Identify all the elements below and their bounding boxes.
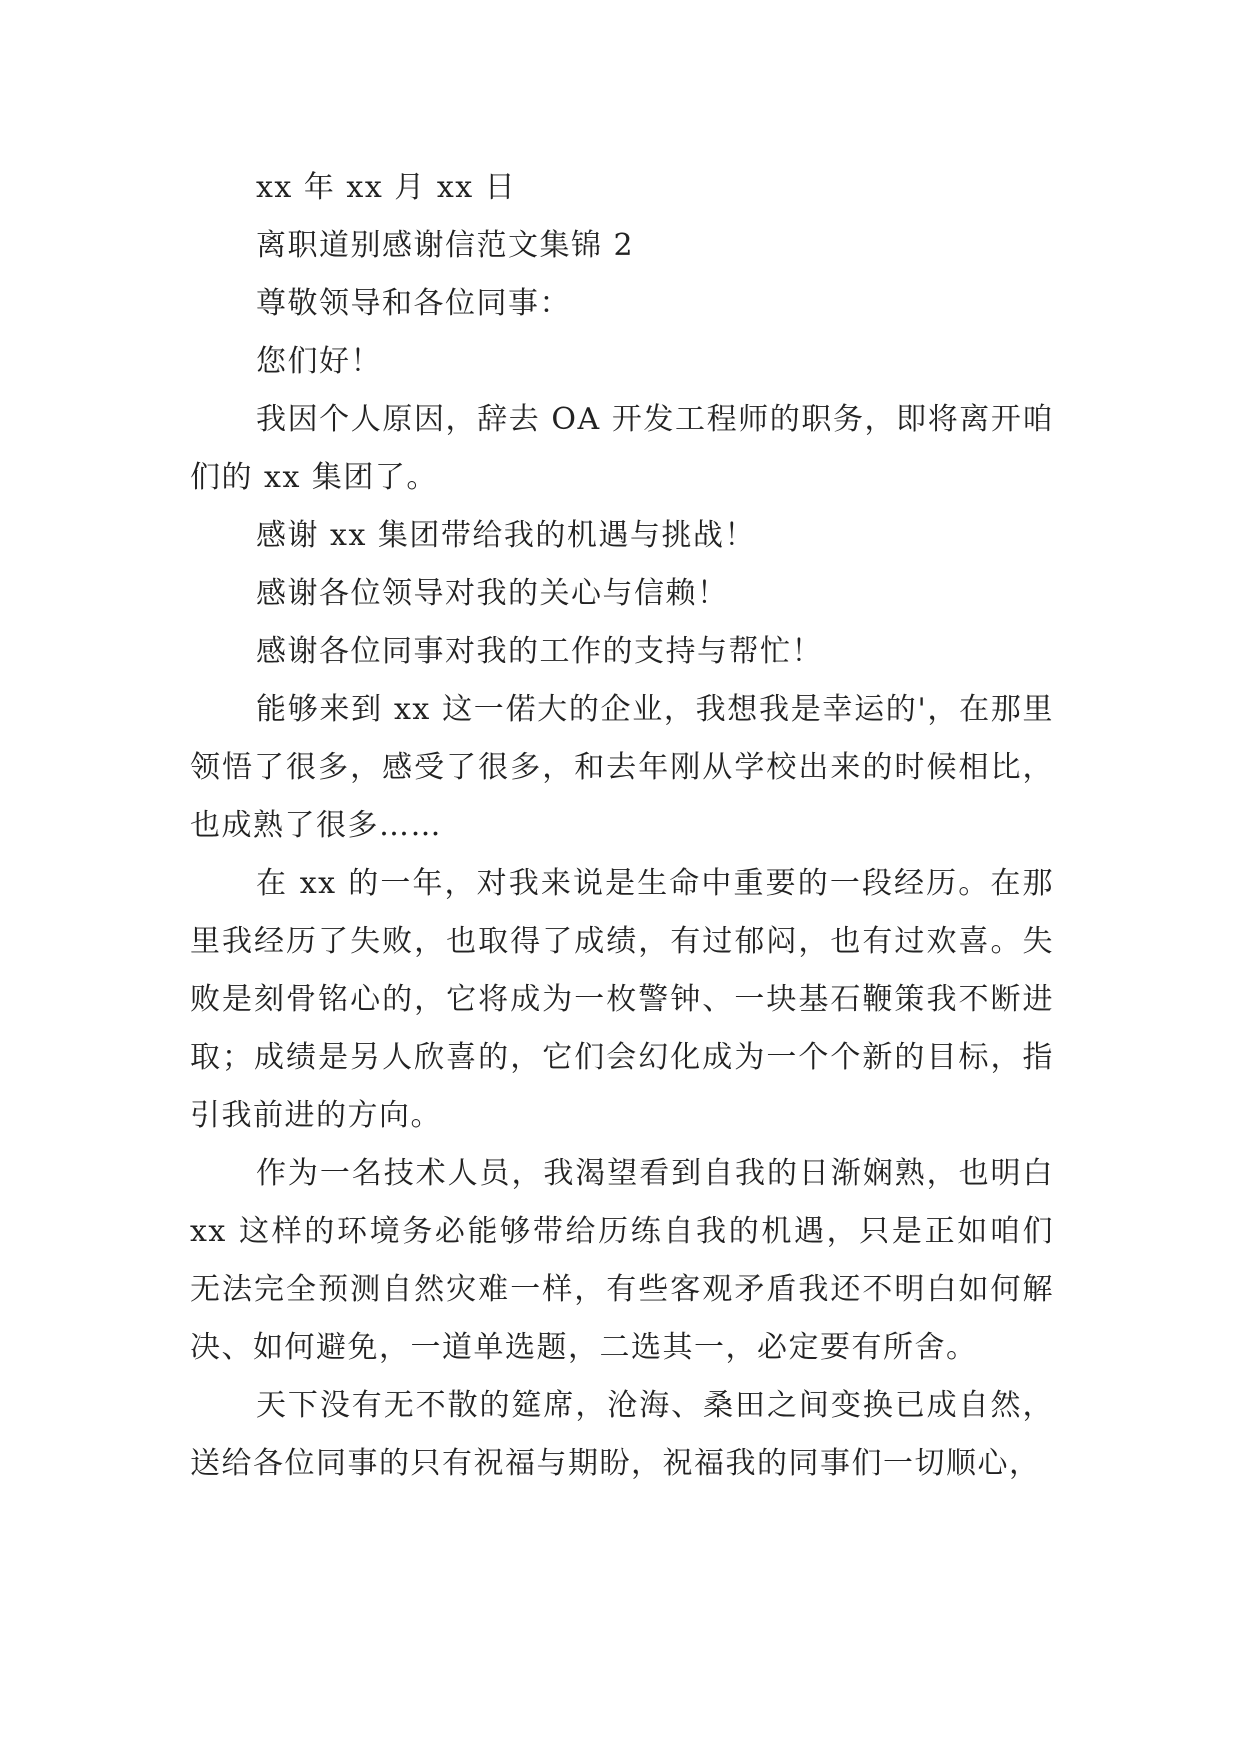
salutation: 尊敬领导和各位同事： [256, 286, 571, 321]
paragraph: 我因个人原因，辞去 OA 开发工程师的职务，即将离开咱们的 xx 集团了。 [190, 402, 1054, 495]
date-line: xx 年 xx 月 xx 日 [256, 170, 517, 205]
paragraph: 作为一名技术人员，我渴望看到自我的日渐娴熟，也明白 xx 这样的环境务必能够带给历练自我的机遇，只是正如咱们无法完全预测自然灾难一样，有些客观矛盾我还不明白如何解决、如何避免，一道单选题，二选其一，必定要有所舍。 [190, 1156, 1054, 1365]
letter-title: 离职道别感谢信范文集锦 2 [256, 228, 635, 263]
greeting: 您们好！ [256, 344, 382, 379]
paragraph: 感谢 xx 集团带给我的机遇与挑战！ [256, 518, 756, 553]
paragraph: 在 xx 的一年，对我来说是生命中重要的一段经历。在那里我经历了失败，也取得了成绩，有过郁闷，也有过欢喜。失败是刻骨铭心的，它将成为一枚警钟、一块基石鞭策我不断进取；成绩是另人欣喜的，它们会幻化成为一个个新的目标，指引我前进的方向。 [190, 866, 1054, 1133]
paragraph: 感谢各位领导对我的关心与信赖！ [256, 576, 729, 611]
paragraph: 能够来到 xx 这一偌大的企业，我想我是幸运的'，在那里领悟了很多，感受了很多，和去年刚从学校出来的时候相比，也成熟了很多…… [190, 692, 1054, 843]
letter-body [190, 159, 1054, 1493]
paragraph: 天下没有无不散的筵席，沧海、桑田之间变换已成自然，送给各位同事的只有祝福与期盼，祝福我的同事们一切顺心， [190, 1388, 1054, 1481]
paragraph: 感谢各位同事对我的工作的支持与帮忙！ [256, 634, 823, 669]
